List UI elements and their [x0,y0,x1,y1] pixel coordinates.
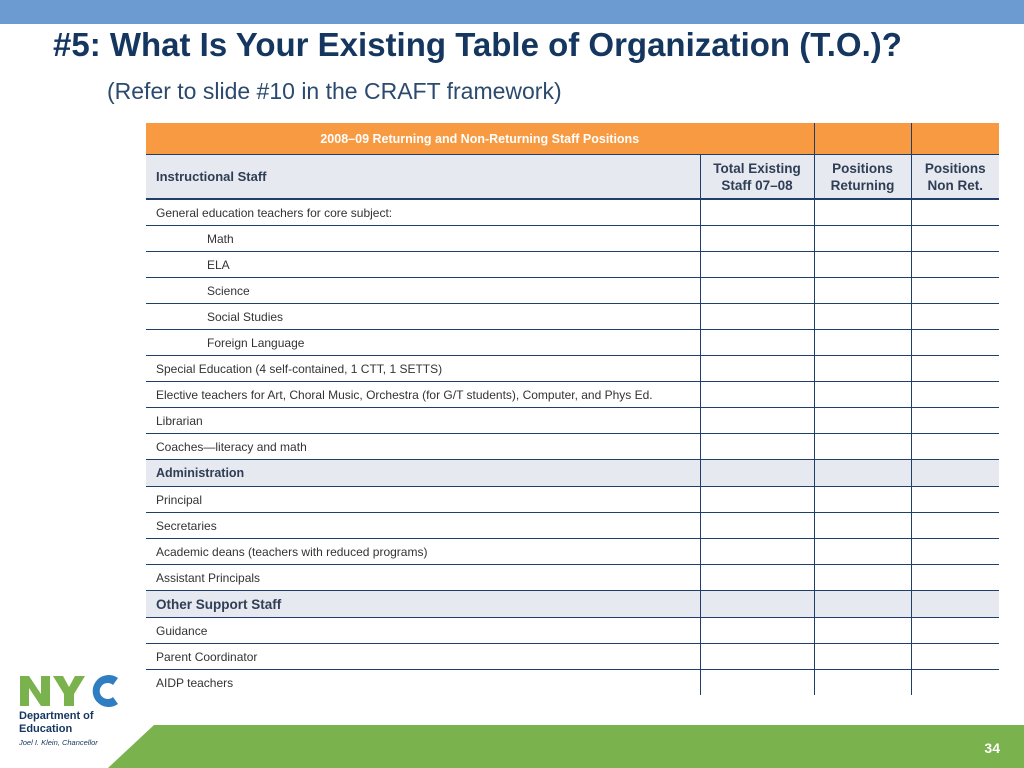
column-header-row [146,155,999,200]
cell-positions-non-returning[interactable] [911,330,999,356]
section-blank-cell [700,591,814,618]
row-label: Principal [146,487,700,513]
table-row [146,618,999,644]
table-row [146,434,999,460]
section-blank-cell [814,591,911,618]
cell-positions-non-returning[interactable] [911,434,999,460]
cell-positions-non-returning[interactable] [911,356,999,382]
cell-positions-returning[interactable] [814,565,911,591]
cell-total-existing[interactable] [700,382,814,408]
footer-band [108,725,1024,768]
top-bar [0,0,1024,24]
cell-positions-non-returning[interactable] [911,252,999,278]
section-row-other-support [146,591,999,618]
row-label: Secretaries [146,513,700,539]
table-row [146,513,999,539]
row-label: AIDP teachers [156,675,234,690]
section-blank-cell [814,460,911,487]
cell-total-existing[interactable] [700,252,814,278]
cell-positions-non-returning[interactable] [911,644,999,670]
cell-total-existing[interactable] [700,278,814,304]
column-header-positions-returning [814,155,911,200]
col-total-line1: Total Existing [713,160,801,176]
cell-positions-returning[interactable] [814,539,911,565]
row-label: Academic deans (teachers with reduced programs) [146,539,700,565]
cell-positions-returning[interactable] [814,487,911,513]
staff-positions-table [146,123,999,695]
section-administration: Administration [146,460,700,487]
page-number: 34 [984,740,1000,756]
cell-positions-returning[interactable] [814,199,911,226]
table-row [146,304,999,330]
cell-total-existing[interactable] [700,513,814,539]
table-row [146,565,999,591]
column-header-total-existing [700,155,814,200]
section-other-support-staff: Other Support Staff [146,591,700,618]
cell-positions-returning[interactable] [814,618,911,644]
col-total-line2: Staff 07–08 [721,177,793,193]
slide-title: #5: What Is Your Existing Table of Organization (T.O.)? [53,26,902,63]
cell-positions-non-returning[interactable] [911,278,999,304]
cell-positions-non-returning[interactable] [911,618,999,644]
logo-letter-y [53,676,85,706]
row-label: Social Studies [146,304,700,330]
logo-text-chancellor: Joel I. Klein, Chancellor [19,738,98,747]
cell-total-existing[interactable] [700,487,814,513]
cell-positions-non-returning[interactable] [911,304,999,330]
table-row [146,356,999,382]
cell-total-existing[interactable] [700,356,814,382]
logo-text-education: Education [19,723,73,735]
cell-total-existing[interactable] [700,618,814,644]
cell-total-existing[interactable] [700,408,814,434]
table-header-row [146,123,999,155]
cell-total-existing[interactable] [700,330,814,356]
cell-total-existing[interactable] [700,670,814,696]
row-label: Parent Coordinator [146,644,700,670]
cell-positions-returning[interactable] [814,670,911,696]
table-header-title: 2008–09 Returning and Non-Returning Staff Positions [146,123,814,155]
section-blank-cell [700,460,814,487]
row-label: Special Education (4 self-contained, 1 CTT, 1 SETTS) [146,356,700,382]
cell-positions-non-returning[interactable] [911,513,999,539]
col-returning-line1: Positions [832,160,893,176]
slide-subtitle: (Refer to slide #10 in the CRAFT framework) [107,78,562,104]
col-nonret-line1: Positions [924,160,986,176]
row-label: Science [146,278,700,304]
cell-positions-non-returning[interactable] [911,539,999,565]
cell-total-existing[interactable] [700,539,814,565]
table-row [146,644,999,670]
section-blank-cell [911,460,999,487]
col-nonret-line2: Non Ret. [927,177,984,193]
cell-positions-non-returning[interactable] [911,226,999,252]
cell-positions-returning[interactable] [814,644,911,670]
cell-positions-returning[interactable] [814,434,911,460]
cell-positions-returning[interactable] [814,408,911,434]
cell-positions-returning[interactable] [814,330,911,356]
cell-total-existing[interactable] [700,199,814,226]
cell-total-existing[interactable] [700,565,814,591]
table-row [146,487,999,513]
logo-letter-c [93,675,118,707]
cell-positions-non-returning[interactable] [911,487,999,513]
logo-letter-n [20,676,50,706]
header-blank-cell [911,123,999,155]
cell-positions-returning[interactable] [814,252,911,278]
table-row [146,539,999,565]
row-label: Foreign Language [146,330,700,356]
cell-positions-non-returning[interactable] [911,565,999,591]
col-returning-line2: Returning [830,177,895,193]
row-label: Assistant Principals [146,565,700,591]
cell-positions-non-returning[interactable] [911,408,999,434]
table-row [146,226,999,252]
row-label: Librarian [146,408,700,434]
cell-positions-returning[interactable] [814,513,911,539]
header-blank-cell [814,123,911,155]
cell-positions-returning[interactable] [814,278,911,304]
table-row [146,278,999,304]
cell-positions-non-returning[interactable] [911,199,999,226]
section-blank-cell [911,591,999,618]
cell-positions-returning[interactable] [814,226,911,252]
logo-text-department: Department of [19,710,94,722]
row-label: Math [146,226,700,252]
cell-positions-returning[interactable] [814,382,911,408]
row-label: Elective teachers for Art, Choral Music, Orchestra (for G/T students), Computer, and Phys Ed. [146,382,700,408]
row-label: Guidance [146,618,700,644]
row-label: General education teachers for core subject: [146,199,700,226]
cell-total-existing[interactable] [700,304,814,330]
section-row-administration [146,460,999,487]
row-label: Coaches—literacy and math [146,434,700,460]
table-row [146,382,999,408]
column-header-positions-non-returning [911,155,999,200]
cell-positions-non-returning[interactable] [911,670,999,696]
cell-total-existing[interactable] [700,226,814,252]
cell-total-existing[interactable] [700,644,814,670]
cell-positions-returning[interactable] [814,304,911,330]
table-row [146,199,999,226]
table-row [146,330,999,356]
table-row [146,252,999,278]
cell-total-existing[interactable] [700,434,814,460]
section-instructional-staff: Instructional Staff [146,155,700,200]
table-row [146,670,999,696]
row-label: ELA [146,252,700,278]
cell-positions-non-returning[interactable] [911,382,999,408]
cell-positions-returning[interactable] [814,356,911,382]
table-row [146,408,999,434]
